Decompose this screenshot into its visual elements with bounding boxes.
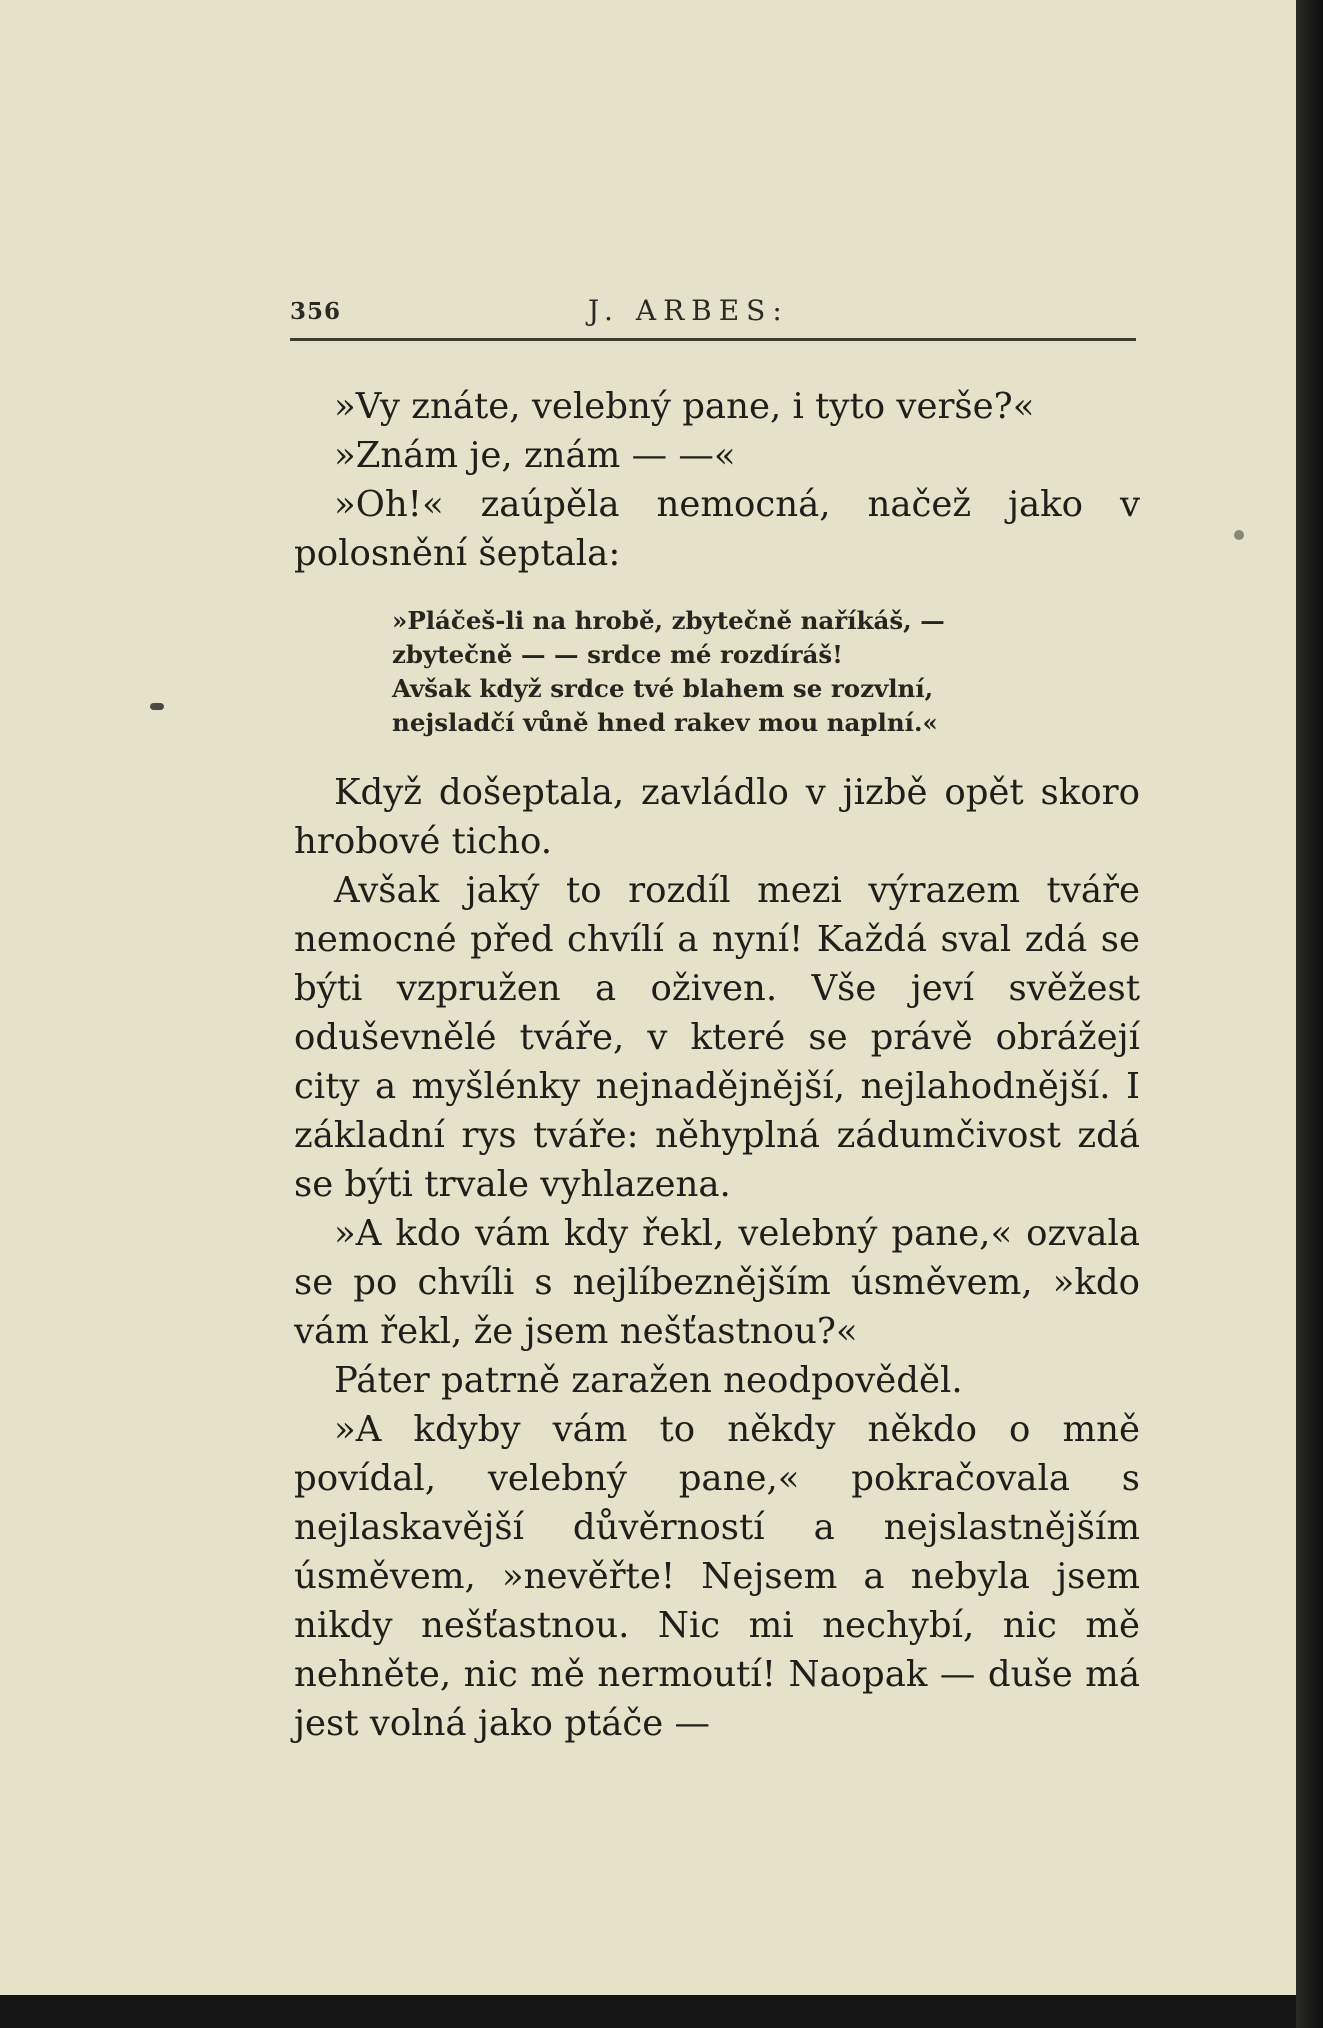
margin-speck	[150, 703, 164, 710]
scan-border	[0, 1995, 1296, 2028]
paragraph: Avšak jaký to rozdíl mezi výrazem tváře nemocné před chvílí a nyní! Každá sval zdá se býti vzpružen a oživen. Vše jeví svěžest oduševnělé tváře, v které se právě obrážejí city a myšlénky nejnadějnější, nejlahodnější. I základní rys tváře: něhyplná zádumčivost zdá se býti trvale vyhlazena.	[294, 870, 1140, 1205]
verse-line: »Pláčeš-li na hrobě, zbytečně naříkáš, —	[392, 606, 945, 635]
paragraph: »Oh!« zaúpěla nemocná, načež jako v polosnění šeptala:	[294, 484, 1140, 574]
verse-line: zbytečně — — srdce mé rozdíráš!	[392, 640, 843, 669]
page-header	[290, 292, 1136, 332]
page-edge-shadow	[1296, 0, 1323, 2028]
paragraph: Páter patrně zaražen neodpověděl.	[334, 1360, 963, 1401]
verse-block	[392, 604, 1140, 740]
paragraph: »A kdo vám kdy řekl, velebný pane,« ozvala se po chvíli s nejlíbeznějším úsměvem, »kdo vám řekl, že jsem nešťastnou?«	[294, 1213, 1140, 1352]
running-head: J. ARBES:	[588, 294, 789, 327]
paragraph: Když došeptala, zavládlo v jizbě opět skoro hrobové ticho.	[294, 772, 1140, 862]
paragraph: »Vy znáte, velebný pane, i tyto verše?«	[334, 386, 1035, 427]
paragraph: »Znám je, znám — —«	[334, 435, 736, 476]
paragraph: »A kdyby vám to někdy někdo o mně povídal, velebný pane,« pokračovala s nejlaskavější důvěrností a nejslastnějším úsměvem, »nevěřte! Nejsem a nebyla jsem nikdy nešťastnou. Nic mi nechybí, nic mě nehněte, nic mě nermoutí! Naopak — duše má jest volná jako ptáče —	[294, 1409, 1140, 1744]
page-number: 356	[290, 298, 342, 325]
header-rule	[290, 338, 1136, 341]
page-text	[294, 382, 1140, 1748]
verse-line: nejsladčí vůně hned rakev mou naplní.«	[392, 708, 938, 737]
verse-line: Avšak když srdce tvé blahem se rozvlní,	[392, 674, 934, 703]
margin-mark	[1234, 530, 1244, 540]
